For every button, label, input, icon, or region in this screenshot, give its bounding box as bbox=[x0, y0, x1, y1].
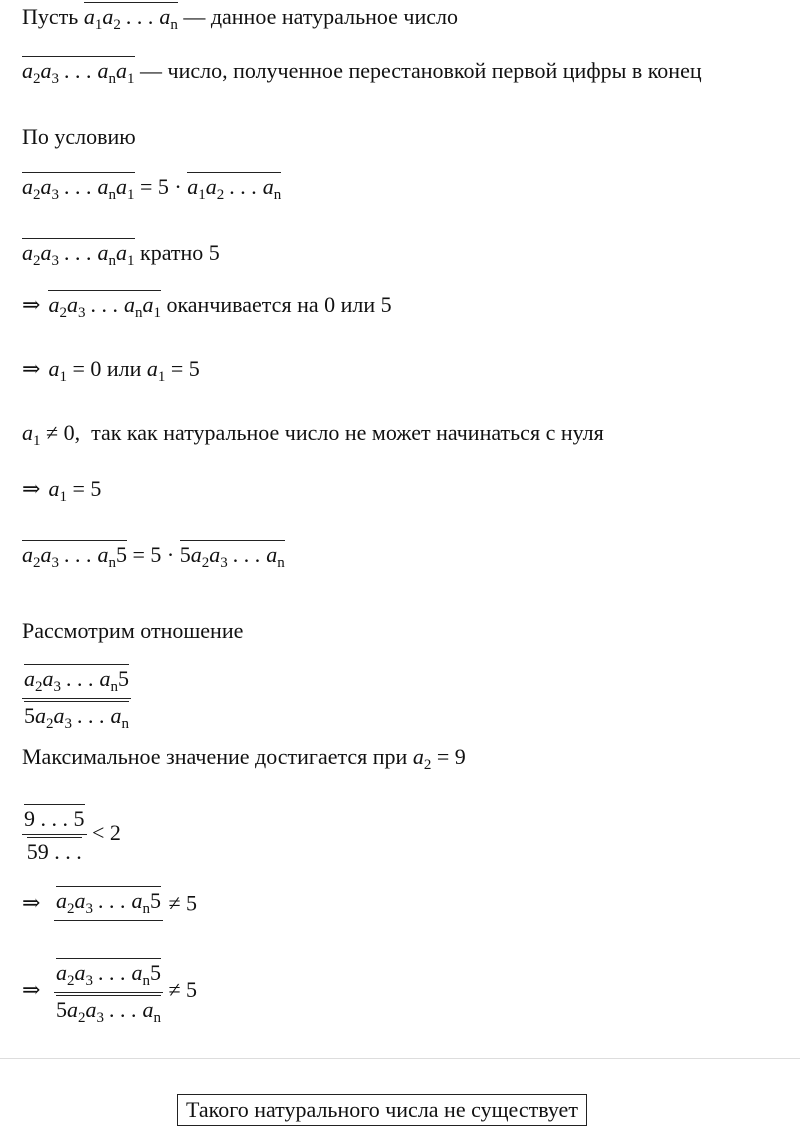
divider bbox=[0, 1058, 800, 1059]
consider-ratio-heading: Рассмотрим отношение bbox=[22, 618, 244, 643]
implication-not-5-b: ⇒ $\frac{a_2a_3 . . . a_n5}{5a_2a_3 . . . a_n}$ ≠ 5 bbox=[22, 960, 198, 1026]
statement-line: Пусть $a_1a_2$ . . . $a_n$ — данное натуральное число bbox=[22, 4, 459, 33]
estimate-fraction: $\frac{9 . . . 5}{59 . . .}$ < 2 bbox=[24, 806, 121, 865]
permuted-number-line: $a_2a_3$ . . . $a_na_1$ — число, полученное перестановкой первой цифры в конец bbox=[22, 58, 702, 87]
equation-main: $a_2a_3$ . . . $a_na_1 = 5 \cdot a_1a_2$ . . . $a_n$ bbox=[22, 174, 282, 203]
divisible-line: $a_2a_3$ . . . $a_na_1$ кратно 5 bbox=[22, 240, 220, 269]
a1-equals-5-line: ⇒ $a_1 = 5$ bbox=[22, 476, 102, 505]
implication-not-5-a: ⇒ $a_2a_3$ . . . $a_n5$ ≠ 5 bbox=[22, 886, 197, 925]
a1-options-line: ⇒ $a_1 = 0$ или $a_1 = 5$ bbox=[22, 356, 200, 385]
ends-with-line: ⇒ $a_2a_3$ . . . $a_na_1$ оканчивается на 0 или 5 bbox=[22, 292, 392, 321]
ratio-fraction: $\frac{a_2a_3 . . . a_n5}{5a_2a_3 . . . a_n}$ bbox=[24, 666, 129, 732]
max-value-line: Максимальное значение достигается при $a_2 = 9$ bbox=[22, 744, 466, 773]
equation-with-5: $a_2a_3$ . . . $a_n5 = 5 \cdot 5a_2a_3$ . . . $a_n$ bbox=[22, 542, 285, 571]
a1-not-zero-line: $a_1 \ne 0$, так как натуральное число не может начинаться с нуля bbox=[22, 420, 604, 449]
number-a2a3-ana1: $a_2a_3$ . . . $a_na_1$ bbox=[22, 58, 135, 87]
answer-box: Такого натурального числа не существует bbox=[177, 1094, 587, 1126]
number-a1a2-an: $a_1a_2$ . . . $a_n$ bbox=[83, 4, 178, 33]
condition-heading: По условию bbox=[22, 124, 136, 149]
